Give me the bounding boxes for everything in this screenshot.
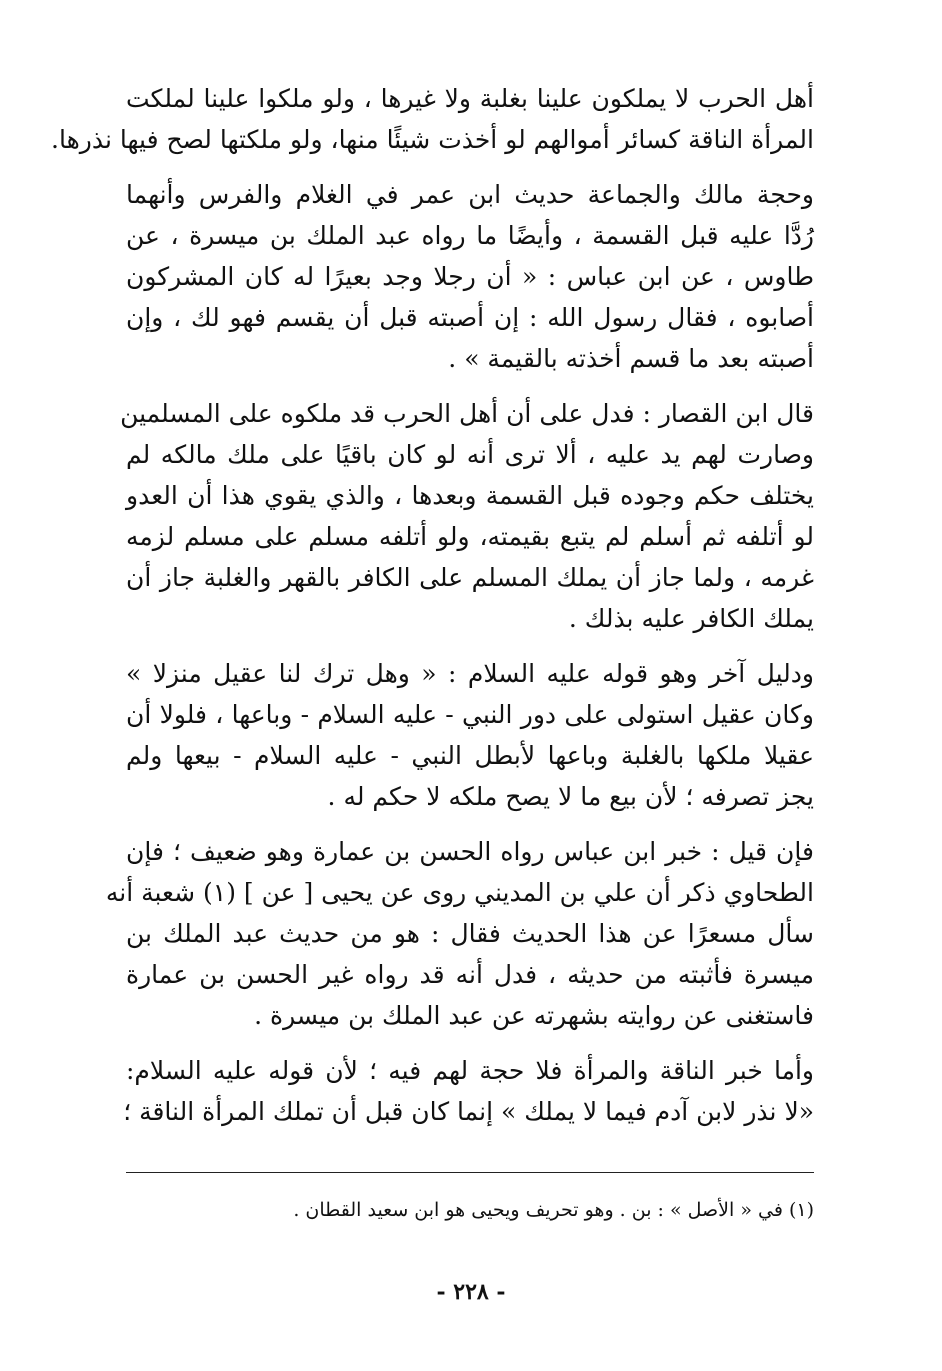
text-line: «لا نذر لابن آدم فيما لا يملك » إنما كان قبل أن تملك المرأة الناقة ؛ (123, 1097, 814, 1126)
text-line: يجز تصرفه ؛ لأن بيع ما لا يصح ملكه لا حكم له . (327, 782, 814, 811)
text-line: وأما خبر الناقة والمرأة فلا حجة لهم فيه ؛ لأن قوله عليه السلام: (126, 1056, 814, 1085)
text-line: لو أتلفه ثم أسلم لم يتبع بقيمته، ولو أتلفه مسلم على مسلم لزمه (126, 522, 814, 551)
text-line: أصبته بعد ما قسم أخذته بالقيمة » . (448, 344, 814, 373)
text-line: فإن قيل : خبر ابن عباس رواه الحسن بن عمارة وهو ضعيف ؛ فإن (126, 837, 814, 866)
text-line: عقيلا ملكها بالغلبة وباعها لأبطل النبي - عليه السلام - بيعها ولم (126, 741, 814, 770)
text-line: أهل الحرب لا يملكون علينا بغلبة ولا غيرها ، ولو ملكوا علينا لملكت (126, 84, 814, 113)
text-line: الطحاوي ذكر أن علي بن المديني روى عن يحيى [ عن ] (١) شعبة أنه (105, 878, 814, 907)
text-line: يملك الكافر عليه بذلك . (568, 604, 814, 633)
paragraph-5 (105, 831, 814, 1036)
text-line: طاوس ، عن ابن عباس : « أن رجلا وجد بعيرًا له كان المشركون (126, 262, 814, 291)
paragraph-4 (126, 653, 814, 817)
text-line: أصابوه ، فقال رسول الله : إن أصبته قبل أن يقسم فهو لك ، وإن (126, 303, 814, 332)
page-number: - ٢٢٨ - (436, 1279, 506, 1305)
text-line: ميسرة فأثبته من حديثه ، فدل أنه قد رواه غير الحسن بن عمارة (126, 960, 814, 989)
text-line: المرأة الناقة كسائر أموالهم لو أخذت شيئًا منها، ولو ملكتها لصح فيها نذرها. (51, 125, 814, 154)
paragraph-3 (120, 393, 814, 639)
text-line: وكان عقيل استولى على دور النبي - عليه السلام - وباعها ، فلولا أن (126, 700, 814, 729)
text-line: رُدَّا عليه قبل القسمة ، وأيضًا ما رواه عبد الملك بن ميسرة ، عن (126, 221, 814, 250)
footnote-divider (126, 1172, 814, 1173)
text-line: قال ابن القصار : فدل على أن أهل الحرب قد ملكوه على المسلمين (120, 399, 814, 428)
footnote: (١) في « الأصل » : بن . وهو تحريف ويحيى هو ابن سعيد القطان . (293, 1199, 814, 1221)
text-line: فاستغنى عن روايته بشهرته عن عبد الملك بن ميسرة . (254, 1001, 814, 1030)
paragraph-6 (123, 1050, 814, 1132)
paragraph-2 (126, 174, 814, 379)
paragraph-1 (51, 78, 814, 160)
text-line: وصارت لهم يد عليه ، ألا ترى أنه لو كان باقيًا على ملك مالكه لم (126, 440, 814, 469)
text-line: وحجة مالك والجماعة حديث ابن عمر في الغلام والفرس وأنهما (126, 180, 814, 209)
text-line: ودليل آخر وهو قوله عليه السلام : « وهل ترك لنا عقيل منزلا » (126, 659, 814, 688)
text-line: سأل مسعرًا عن هذا الحديث فقال : هو من حديث عبد الملك بن (126, 919, 814, 948)
text-line: يختلف حكم وجوده قبل القسمة وبعدها ، والذي يقوي هذا أن العدو (126, 481, 814, 510)
text-line: غرمه ، ولما جاز أن يملك المسلم على الكافر بالقهر والغلبة جاز أن (126, 563, 814, 592)
main-text (51, 78, 814, 1146)
